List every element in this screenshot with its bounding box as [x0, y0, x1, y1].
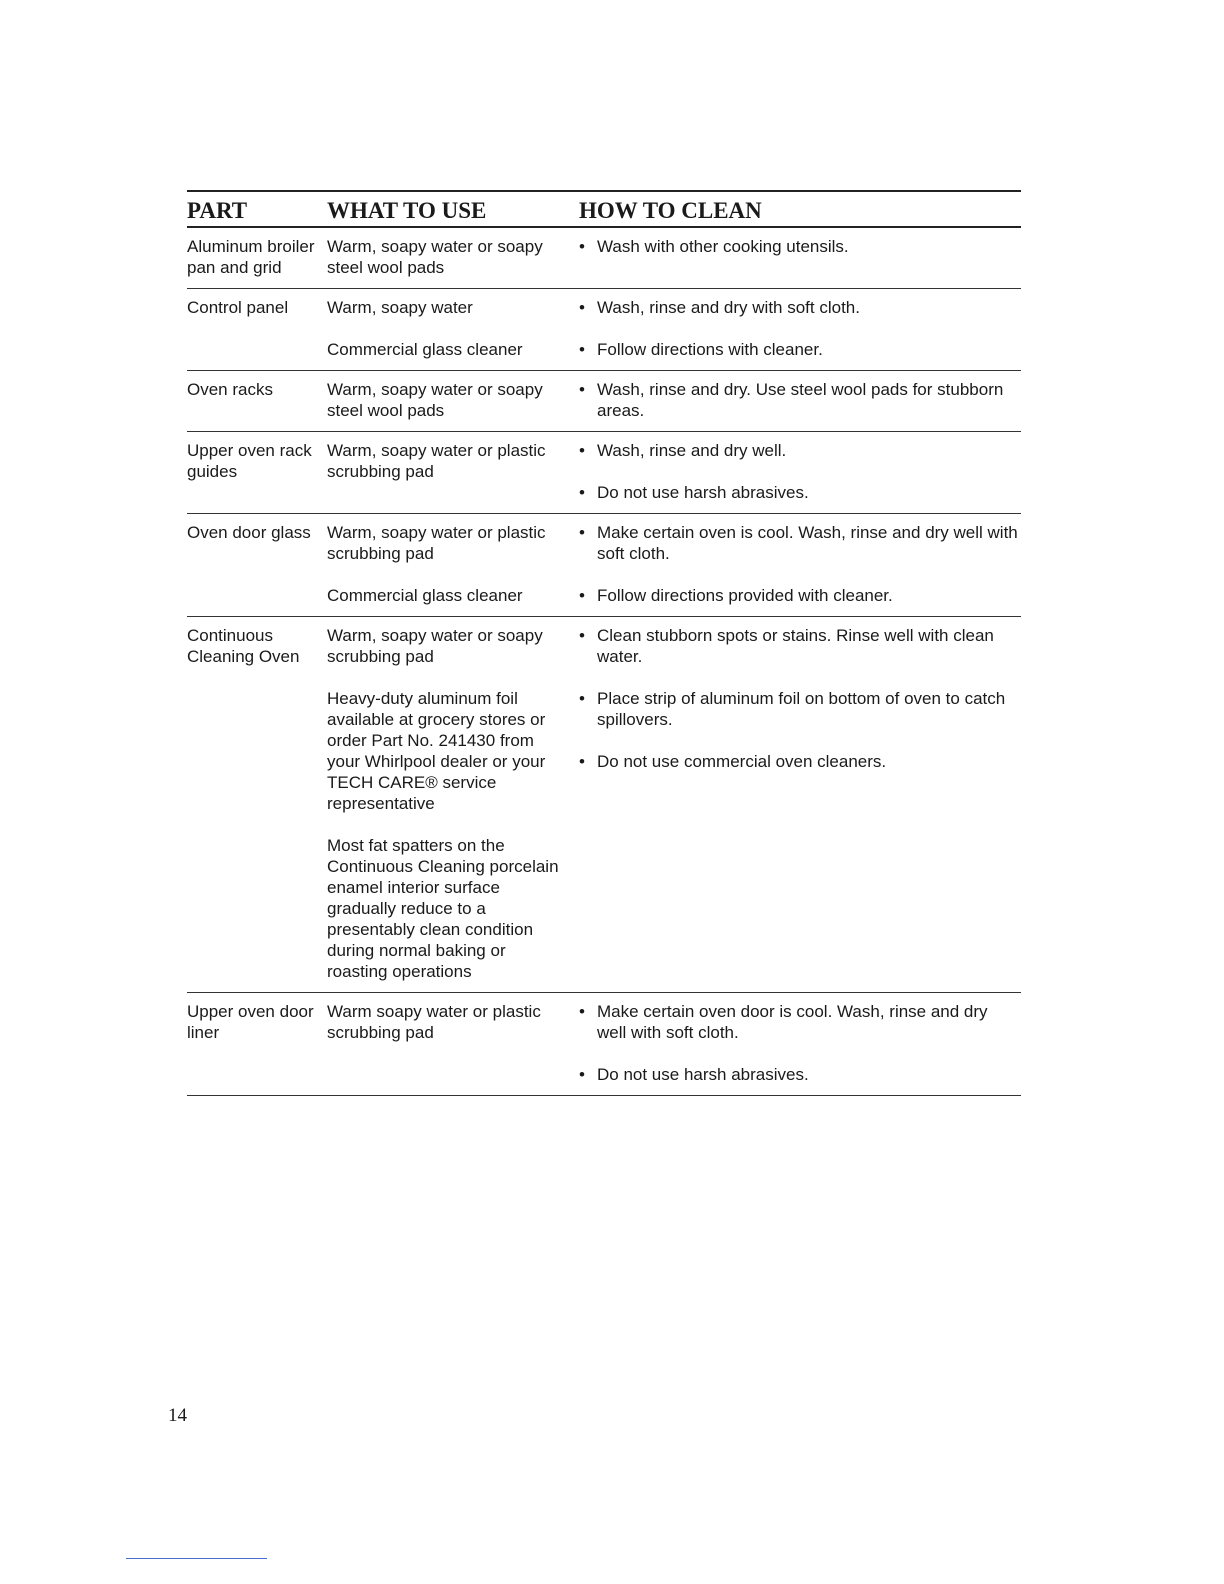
how-to-clean-cell — [579, 440, 1021, 503]
cleaning-step-text: Wash, rinse and dry well. — [597, 441, 787, 460]
what-to-use-cell: Warm, soapy water or soapy steel wool pads — [327, 380, 543, 420]
how-to-clean-cell — [579, 522, 1021, 564]
row-details — [327, 1001, 1021, 1085]
table-row — [187, 432, 1021, 514]
how-to-clean-cell — [579, 379, 1021, 421]
row-details — [327, 236, 1021, 278]
part-cell: Upper oven rack guides — [187, 441, 312, 481]
header-how-to-clean: HOW TO CLEAN — [579, 198, 762, 223]
table-row — [187, 617, 1021, 993]
use-method-pair — [327, 522, 1021, 564]
cleaning-step — [579, 379, 1021, 421]
row-details — [327, 522, 1021, 606]
row-details — [327, 379, 1021, 421]
what-to-use-cell: Warm, soapy water or plastic scrubbing pad — [327, 441, 546, 481]
cleaning-step — [579, 297, 1021, 318]
part-cell: Upper oven door liner — [187, 1002, 314, 1042]
what-to-use-cell: Warm soapy water or plastic scrubbing pad — [327, 1002, 541, 1042]
cleaning-step-text: Make certain oven is cool. Wash, rinse and dry well with soft cloth. — [597, 523, 1018, 563]
table-row — [187, 514, 1021, 617]
bullet-icon: • — [579, 298, 585, 317]
what-to-use-cell: Most fat spatters on the Continuous Cleaning porcelain enamel interior surface gradually reduce to a presentably clean condition during normal baking or roasting operations — [327, 836, 559, 981]
cleaning-step-text: Wash, rinse and dry with soft cloth. — [597, 298, 860, 317]
part-cell: Aluminum broiler pan and grid — [187, 237, 315, 277]
cleaning-step — [579, 751, 1021, 772]
use-method-pair — [327, 297, 1021, 318]
cleaning-step-text: Follow directions provided with cleaner. — [597, 586, 893, 605]
use-method-pair — [327, 236, 1021, 278]
what-to-use-cell: Warm, soapy water — [327, 298, 473, 317]
cleaning-step-text: Follow directions with cleaner. — [597, 340, 823, 359]
how-to-clean-cell — [579, 1001, 1021, 1085]
row-details — [327, 297, 1021, 360]
use-method-pair — [327, 339, 1021, 360]
what-to-use-cell: Heavy-duty aluminum foil available at grocery stores or order Part No. 241430 from your Whirlpool dealer or your TECH CARE® service representative — [327, 689, 546, 813]
cleaning-step-text: Do not use harsh abrasives. — [597, 483, 809, 502]
cleaning-step-text: Make certain oven door is cool. Wash, rinse and dry well with soft cloth. — [597, 1002, 988, 1042]
table-row — [187, 289, 1021, 371]
how-to-clean-cell — [579, 297, 1021, 318]
row-details — [327, 440, 1021, 503]
cleaning-step — [579, 585, 1021, 606]
part-cell: Continuous Cleaning Oven — [187, 626, 300, 666]
bullet-icon: • — [579, 586, 585, 605]
cleaning-step-text: Do not use commercial oven cleaners. — [597, 752, 887, 771]
bullet-icon: • — [579, 1002, 585, 1021]
bullet-icon: • — [579, 380, 585, 399]
cleaning-step-text: Wash, rinse and dry. Use steel wool pads for stubborn areas. — [597, 380, 1004, 420]
cleaning-step — [579, 339, 1021, 360]
footer-rule — [126, 1558, 267, 1559]
header-what-to-use: WHAT TO USE — [327, 198, 487, 223]
how-to-clean-cell — [579, 688, 1021, 814]
table-row — [187, 993, 1021, 1096]
bullet-icon: • — [579, 689, 585, 708]
what-to-use-cell: Warm, soapy water or plastic scrubbing pad — [327, 523, 546, 563]
how-to-clean-cell — [579, 625, 1021, 667]
what-to-use-cell: Commercial glass cleaner — [327, 340, 523, 359]
cleaning-step-text: Wash with other cooking utensils. — [597, 237, 849, 256]
bullet-icon: • — [579, 340, 585, 359]
how-to-clean-cell — [579, 835, 1021, 982]
part-cell: Control panel — [187, 298, 289, 317]
bullet-icon: • — [579, 237, 585, 256]
table-header — [187, 192, 1021, 226]
cleaning-step — [579, 522, 1021, 564]
how-to-clean-cell — [579, 339, 1021, 360]
use-method-pair — [327, 835, 1021, 982]
bullet-icon: • — [579, 1065, 585, 1084]
cleaning-step-text: Do not use harsh abrasives. — [597, 1065, 809, 1084]
table-row — [187, 371, 1021, 432]
bullet-icon: • — [579, 441, 585, 460]
what-to-use-cell: Warm, soapy water or soapy scrubbing pad — [327, 626, 543, 666]
cleaning-step — [579, 482, 1021, 503]
use-method-pair — [327, 379, 1021, 421]
cleaning-table — [187, 190, 1021, 1096]
use-method-pair — [327, 440, 1021, 503]
cleaning-step — [579, 1001, 1021, 1043]
bullet-icon: • — [579, 523, 585, 542]
part-cell: Oven racks — [187, 380, 273, 399]
use-method-pair — [327, 688, 1021, 814]
cleaning-step — [579, 1064, 1021, 1085]
cleaning-step — [579, 688, 1021, 730]
use-method-pair — [327, 625, 1021, 667]
bullet-icon: • — [579, 483, 585, 502]
cleaning-step — [579, 440, 1021, 461]
cleaning-step-text: Place strip of aluminum foil on bottom of oven to catch spillovers. — [597, 689, 1006, 729]
cleaning-step-text: Clean stubborn spots or stains. Rinse well with clean water. — [597, 626, 994, 666]
what-to-use-cell: Warm, soapy water or soapy steel wool pads — [327, 237, 543, 277]
row-details — [327, 625, 1021, 982]
bullet-icon: • — [579, 752, 585, 771]
what-to-use-cell: Commercial glass cleaner — [327, 586, 523, 605]
use-method-pair — [327, 585, 1021, 606]
page-number: 14 — [168, 1405, 187, 1426]
header-part: PART — [187, 198, 248, 223]
table-row — [187, 228, 1021, 289]
cleaning-step — [579, 236, 1021, 257]
how-to-clean-cell — [579, 585, 1021, 606]
cleaning-step — [579, 625, 1021, 667]
part-cell: Oven door glass — [187, 523, 311, 542]
table-body — [187, 228, 1021, 1096]
how-to-clean-cell — [579, 236, 1021, 278]
bullet-icon: • — [579, 626, 585, 645]
use-method-pair — [327, 1001, 1021, 1085]
